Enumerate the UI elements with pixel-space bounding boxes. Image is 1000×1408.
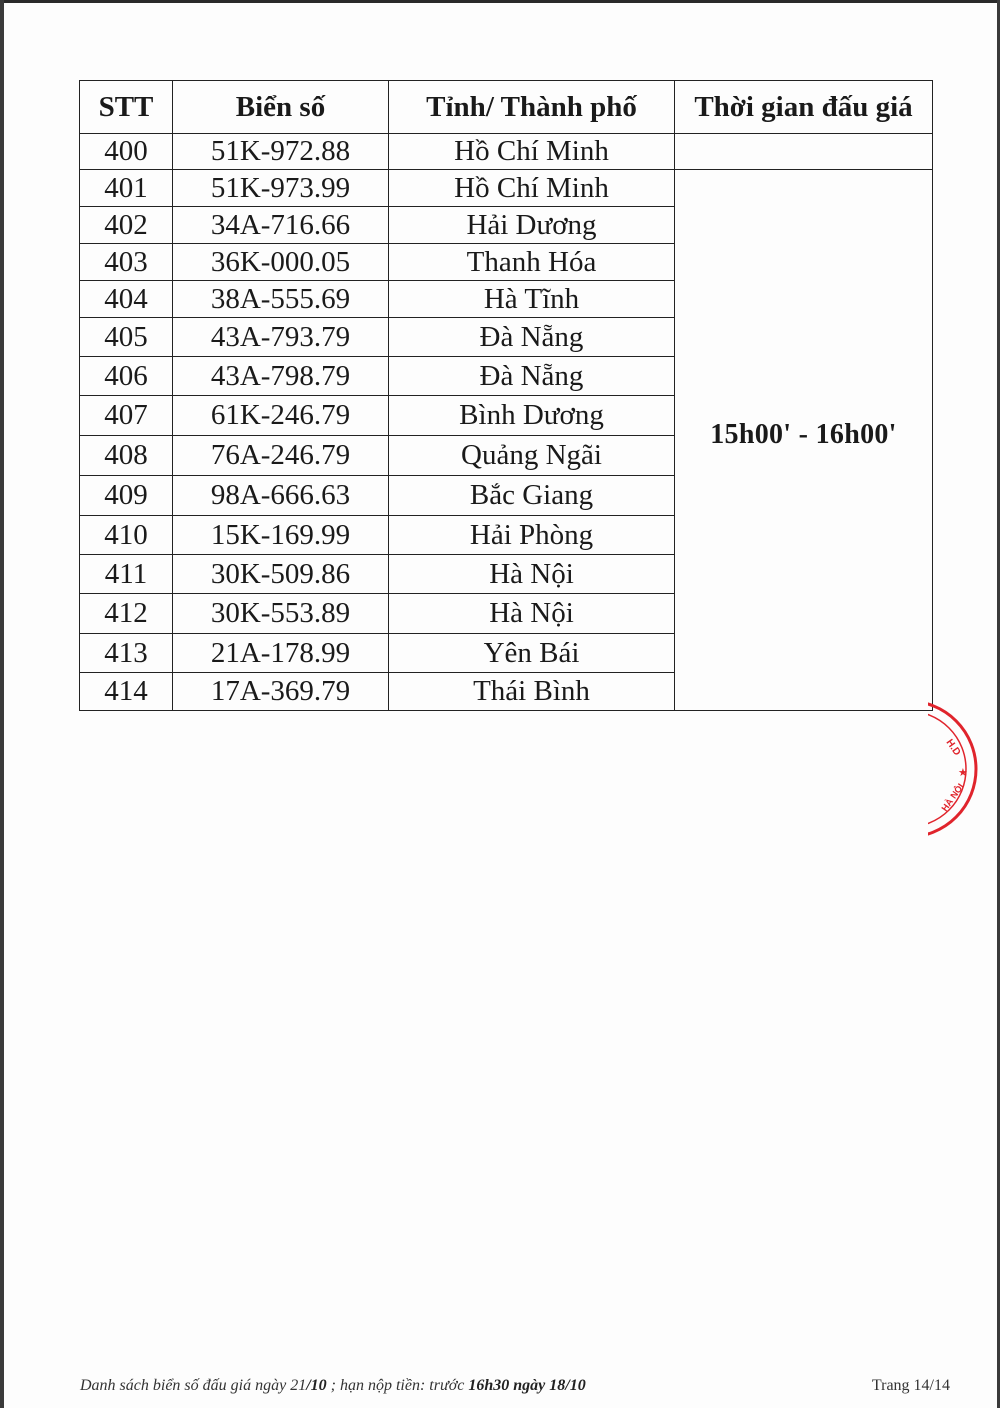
footer-date: /10 xyxy=(306,1377,327,1394)
table-header-row xyxy=(80,81,933,134)
plate-cell: 36K-000.05 xyxy=(173,244,389,281)
stt-cell: 404 xyxy=(80,281,173,318)
svg-text:HÀ NỘI: HÀ NỘI xyxy=(939,781,966,814)
province-cell: Bình Dương xyxy=(389,396,675,436)
stt-cell: 407 xyxy=(80,396,173,436)
page-number: Trang 14/14 xyxy=(871,1377,950,1394)
svg-text:★: ★ xyxy=(958,766,968,779)
footer-note xyxy=(80,1377,586,1395)
plate-cell: 51K-973.99 xyxy=(173,170,389,207)
scan-edge-top xyxy=(0,0,1000,3)
province-cell: Hồ Chí Minh xyxy=(389,134,675,170)
province-cell: Hà Nội xyxy=(389,594,675,634)
province-cell: Yên Bái xyxy=(389,634,675,673)
plate-cell: 30K-553.89 xyxy=(173,594,389,634)
plate-cell: 98A-666.63 xyxy=(173,476,389,516)
scan-edge-left xyxy=(0,0,4,1408)
table-body xyxy=(80,134,933,711)
province-cell: Hà Tĩnh xyxy=(389,281,675,318)
stt-cell: 400 xyxy=(80,134,173,170)
plate-cell: 51K-972.88 xyxy=(173,134,389,170)
stt-cell: 402 xyxy=(80,207,173,244)
stt-cell: 405 xyxy=(80,318,173,357)
province-cell: Đà Nẵng xyxy=(389,357,675,396)
plate-cell: 34A-716.66 xyxy=(173,207,389,244)
stt-cell: 403 xyxy=(80,244,173,281)
stt-cell: 409 xyxy=(80,476,173,516)
plate-cell: 30K-509.86 xyxy=(173,555,389,594)
stt-cell: 411 xyxy=(80,555,173,594)
seal-icon xyxy=(928,694,988,844)
plate-cell: 15K-169.99 xyxy=(173,516,389,555)
plate-cell: 61K-246.79 xyxy=(173,396,389,436)
stt-cell: 413 xyxy=(80,634,173,673)
province-cell: Thái Bình xyxy=(389,673,675,711)
plate-cell: 38A-555.69 xyxy=(173,281,389,318)
province-cell: Hà Nội xyxy=(389,555,675,594)
svg-text:H.D: H.D xyxy=(943,737,963,758)
auction-time-cell xyxy=(675,134,933,170)
plate-cell: 76A-246.79 xyxy=(173,436,389,476)
header-stt: STT xyxy=(80,81,173,134)
footer-deadline: 16h30 ngày 18/10 xyxy=(468,1377,586,1394)
table-row xyxy=(80,134,933,170)
header-plate: Biển số xyxy=(173,81,389,134)
province-cell: Hồ Chí Minh xyxy=(389,170,675,207)
plate-cell: 43A-793.79 xyxy=(173,318,389,357)
stt-cell: 410 xyxy=(80,516,173,555)
province-cell: Bắc Giang xyxy=(389,476,675,516)
plate-cell: 43A-798.79 xyxy=(173,357,389,396)
plate-cell: 21A-178.99 xyxy=(173,634,389,673)
footer-mid: ; hạn nộp tiền: trước xyxy=(326,1377,469,1394)
stt-cell: 406 xyxy=(80,357,173,396)
province-cell: Thanh Hóa xyxy=(389,244,675,281)
auction-time-merged-cell: 15h00' - 16h00' xyxy=(675,170,933,711)
stt-cell: 412 xyxy=(80,594,173,634)
red-seal-stamp xyxy=(928,694,988,844)
plate-cell: 17A-369.79 xyxy=(173,673,389,711)
province-cell: Đà Nẵng xyxy=(389,318,675,357)
province-cell: Quảng Ngãi xyxy=(389,436,675,476)
province-cell: Hải Phòng xyxy=(389,516,675,555)
stt-cell: 414 xyxy=(80,673,173,711)
footer-prefix: Danh sách biển số đấu giá ngày 21 xyxy=(80,1377,307,1394)
license-plate-table xyxy=(79,80,933,711)
header-auction-time: Thời gian đấu giá xyxy=(675,81,933,134)
stt-cell: 408 xyxy=(80,436,173,476)
header-province: Tỉnh/ Thành phố xyxy=(389,81,675,134)
table-row xyxy=(80,170,933,207)
province-cell: Hải Dương xyxy=(389,207,675,244)
stt-cell: 401 xyxy=(80,170,173,207)
